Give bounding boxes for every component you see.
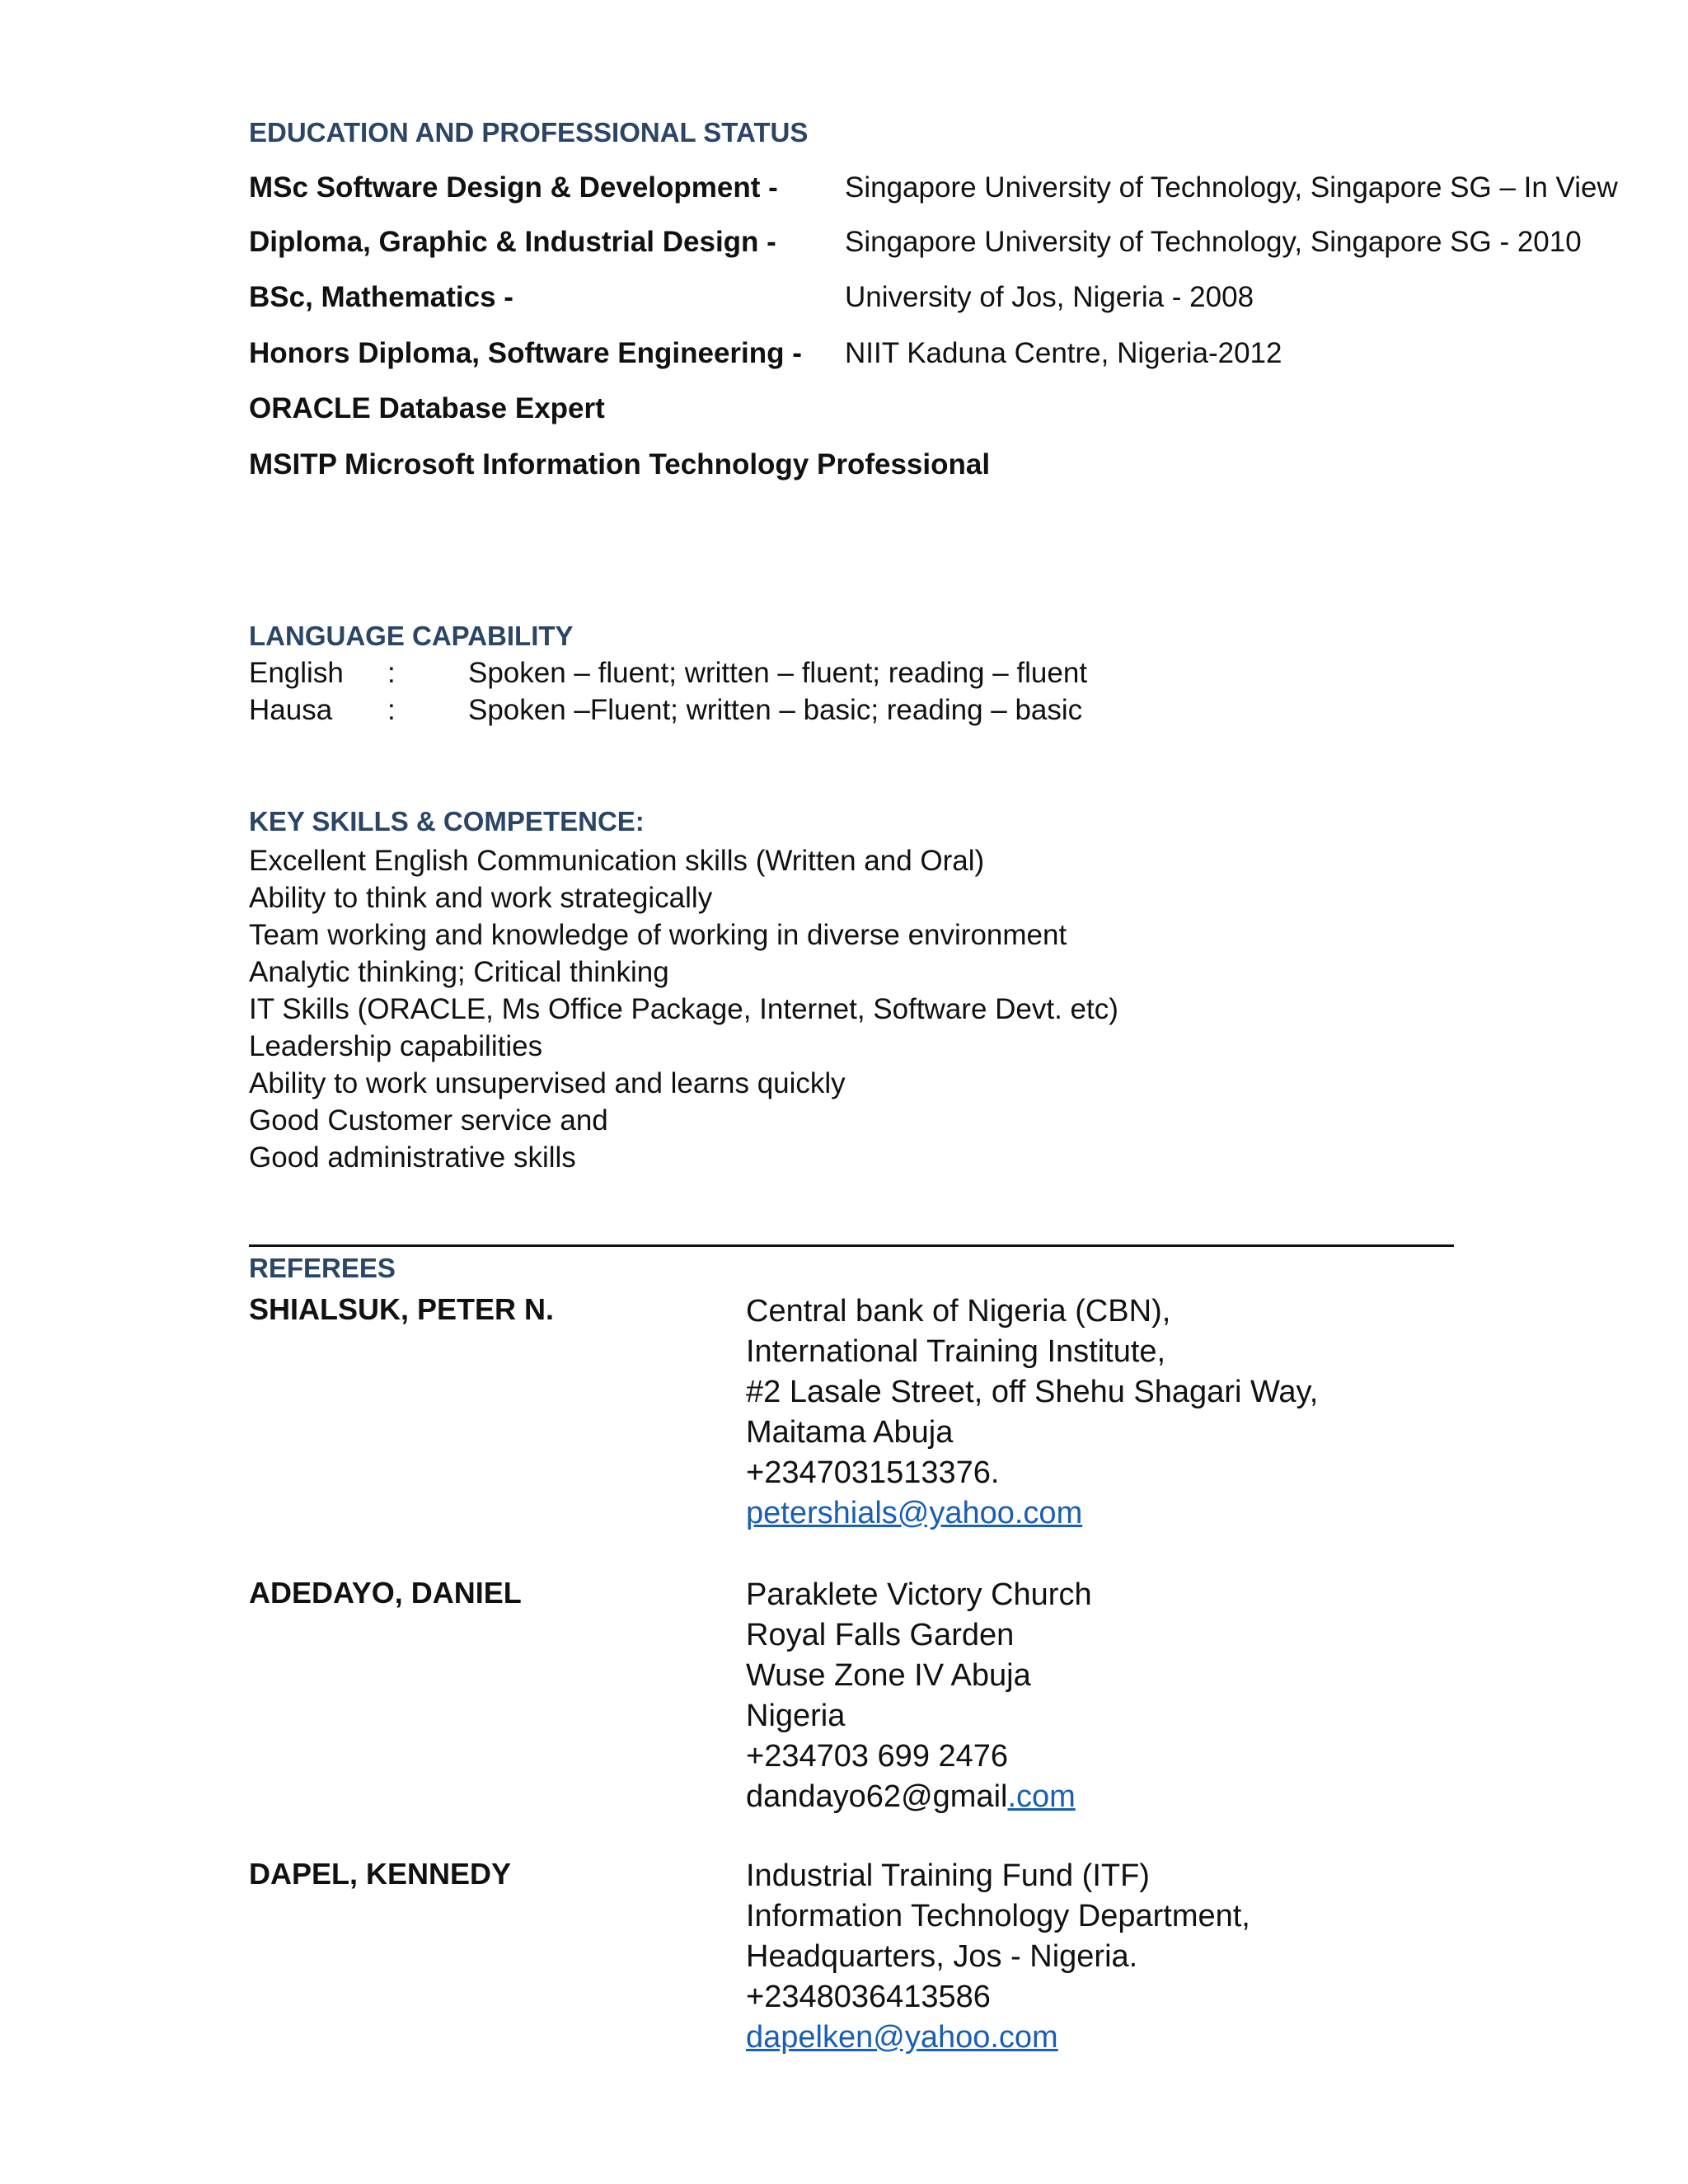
referee-line: Wuse Zone IV Abuja — [746, 1658, 1031, 1693]
skill-item: Excellent English Communication skills (Written and Oral) — [249, 845, 985, 877]
language-name: English — [249, 657, 344, 689]
language-name: Hausa — [249, 694, 333, 726]
referee-name: ADEDAYO, DANIEL — [249, 1576, 522, 1610]
degree-label: MSc Software Design & Development - — [249, 171, 778, 204]
referee-line: #2 Lasale Street, off Shehu Shagari Way, — [746, 1375, 1319, 1409]
language-separator: : — [387, 694, 396, 726]
referees-heading: REFEREES — [249, 1253, 396, 1283]
skill-item: Leadership capabilities — [249, 1030, 543, 1062]
referee-line: Royal Falls Garden — [746, 1618, 1015, 1652]
skill-item: Team working and knowledge of working in diverse environment — [249, 919, 1067, 951]
degree-label: Honors Diploma, Software Engineering - — [249, 337, 802, 369]
referee-line: Industrial Training Fund (ITF) — [746, 1858, 1150, 1893]
referee-line: Nigeria — [746, 1699, 846, 1733]
referee-name: DAPEL, KENNEDY — [249, 1857, 512, 1891]
language-detail: Spoken – fluent; written – fluent; reading – fluent — [468, 657, 1088, 689]
referee-line: International Training Institute, — [746, 1334, 1166, 1369]
institution-label: Singapore University of Technology, Singapore SG - 2010 — [845, 226, 1582, 258]
language-heading: LANGUAGE CAPABILITY — [249, 621, 574, 651]
referee-line: +234703 699 2476 — [746, 1739, 1009, 1774]
referee-line: Central bank of Nigeria (CBN), — [746, 1294, 1171, 1329]
skills-heading: KEY SKILLS & COMPETENCE: — [249, 806, 645, 837]
skill-item: Analytic thinking; Critical thinking — [249, 956, 669, 988]
referee-email-link[interactable]: petershials@yahoo.com — [746, 1496, 1083, 1530]
referee-line: +2347031513376. — [746, 1455, 1000, 1490]
referee-line: +2348036413586 — [746, 1980, 991, 2014]
skill-item: IT Skills (ORACLE, Ms Office Package, Internet, Software Devt. etc) — [249, 993, 1118, 1025]
language-separator: : — [387, 657, 396, 689]
skill-item: Good administrative skills — [249, 1141, 576, 1174]
referee-contact — [746, 1856, 1250, 2058]
certification-label: MSITP Microsoft Information Technology Professional — [249, 448, 991, 480]
institution-label: NIIT Kaduna Centre, Nigeria-2012 — [845, 337, 1282, 369]
certification-label: ORACLE Database Expert — [249, 392, 605, 424]
referee-line: Information Technology Department, — [746, 1899, 1250, 1933]
degree-label: BSc, Mathematics - — [249, 281, 513, 313]
degree-label: Diploma, Graphic & Industrial Design - — [249, 226, 776, 258]
referee-contact — [746, 1291, 1318, 1534]
section-divider — [249, 1244, 1454, 1247]
education-heading: EDUCATION AND PROFESSIONAL STATUS — [249, 117, 809, 148]
referee-name: SHIALSUK, PETER N. — [249, 1292, 555, 1326]
referee-line: Headquarters, Jos - Nigeria. — [746, 1939, 1138, 1974]
referee-email-user: dandayo62@gmail — [746, 1779, 1008, 1814]
referee-email — [746, 1777, 1092, 1817]
referee-email-link[interactable]: .com — [1007, 1779, 1076, 1814]
skill-item: Good Customer service and — [249, 1104, 608, 1137]
skills-list — [249, 842, 1118, 1176]
referee-email-link[interactable]: dapelken@yahoo.com — [746, 2020, 1058, 2055]
language-detail: Spoken –Fluent; written – basic; reading – basic — [468, 694, 1083, 726]
skill-item: Ability to think and work strategically — [249, 882, 713, 914]
referee-contact — [746, 1575, 1092, 1817]
referee-line: Paraklete Victory Church — [746, 1577, 1092, 1612]
institution-label: University of Jos, Nigeria - 2008 — [845, 281, 1254, 313]
referee-line: Maitama Abuja — [746, 1415, 954, 1450]
institution-label: Singapore University of Technology, Singapore SG – In View — [845, 171, 1618, 204]
skill-item: Ability to work unsupervised and learns quickly — [249, 1067, 846, 1099]
